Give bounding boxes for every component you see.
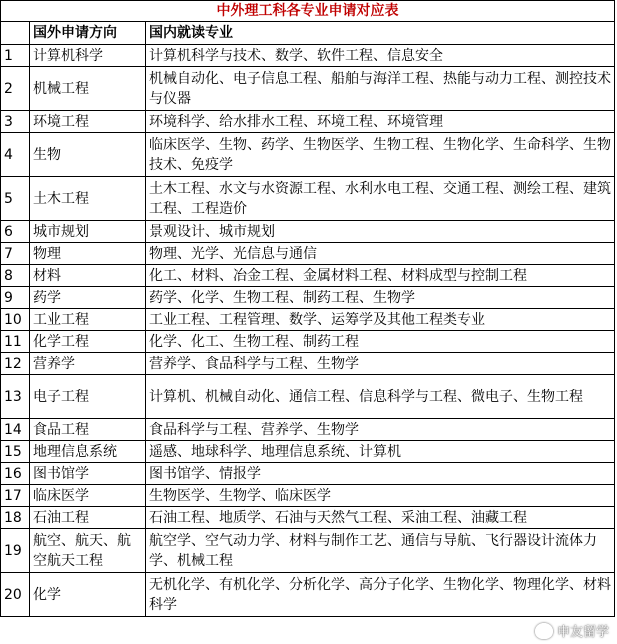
cell-num: 13 [1, 375, 30, 419]
title-row [1, 1, 615, 22]
cell-domestic: 物理、光学、光信息与通信 [146, 243, 615, 265]
cell-num: 16 [1, 463, 30, 485]
cell-direction: 石油工程 [30, 507, 146, 529]
cell-num: 15 [1, 441, 30, 463]
watermark [535, 621, 609, 640]
table-row [1, 419, 615, 441]
cell-direction: 城市规划 [30, 221, 146, 243]
weibo-logo-icon [535, 623, 553, 639]
table-row [1, 309, 615, 331]
cell-num: 19 [1, 529, 30, 573]
cell-direction: 材料 [30, 265, 146, 287]
cell-domestic: 机械自动化、电子信息工程、船舶与海洋工程、热能与动力工程、测控技术与仪器 [146, 67, 615, 111]
cell-direction: 临床医学 [30, 485, 146, 507]
cell-direction: 工业工程 [30, 309, 146, 331]
cell-num: 10 [1, 309, 30, 331]
table-row [1, 375, 615, 419]
cell-domestic: 营养学、食品科学与工程、生物学 [146, 353, 615, 375]
cell-direction: 电子工程 [30, 375, 146, 419]
cell-num: 14 [1, 419, 30, 441]
table-row [1, 573, 615, 617]
table-row [1, 265, 615, 287]
cell-domestic: 工业工程、工程管理、数学、运筹学及其他工程类专业 [146, 309, 615, 331]
cell-domestic: 环境科学、给水排水工程、环境工程、环境管理 [146, 111, 615, 133]
cell-num: 18 [1, 507, 30, 529]
cell-num: 11 [1, 331, 30, 353]
cell-num: 3 [1, 111, 30, 133]
header-direction: 国外申请方向 [30, 22, 146, 45]
cell-domestic: 石油工程、地质学、石油与天然气工程、采油工程、油藏工程 [146, 507, 615, 529]
cell-num: 4 [1, 133, 30, 177]
table-row [1, 331, 615, 353]
cell-domestic: 药学、化学、生物工程、制药工程、生物学 [146, 287, 615, 309]
cell-num: 1 [1, 45, 30, 67]
cell-num: 8 [1, 265, 30, 287]
cell-direction: 食品工程 [30, 419, 146, 441]
cell-num: 12 [1, 353, 30, 375]
table-row [1, 111, 615, 133]
cell-num: 20 [1, 573, 30, 617]
cell-direction: 生物 [30, 133, 146, 177]
cell-domestic: 计算机科学与技术、数学、软件工程、信息安全 [146, 45, 615, 67]
cell-num: 17 [1, 485, 30, 507]
cell-direction: 环境工程 [30, 111, 146, 133]
table-row [1, 463, 615, 485]
table-row [1, 353, 615, 375]
cell-domestic: 无机化学、有机化学、分析化学、高分子化学、生物化学、物理化学、材料科学 [146, 573, 615, 617]
header-row [1, 22, 615, 45]
table-title: 中外理工科各专业申请对应表 [1, 1, 615, 22]
cell-direction: 化学 [30, 573, 146, 617]
cell-direction: 计算机科学 [30, 45, 146, 67]
table-row [1, 133, 615, 177]
cell-domestic: 临床医学、生物、药学、生物医学、生物工程、生物化学、生命科学、生物技术、免疫学 [146, 133, 615, 177]
table-row [1, 243, 615, 265]
table-row [1, 221, 615, 243]
header-num [1, 22, 30, 45]
watermark-text: 申友留学 [556, 625, 609, 640]
table-row [1, 177, 615, 221]
cell-direction: 图书馆学 [30, 463, 146, 485]
cell-num: 5 [1, 177, 30, 221]
cell-domestic: 景观设计、城市规划 [146, 221, 615, 243]
table-row [1, 45, 615, 67]
cell-direction: 药学 [30, 287, 146, 309]
cell-direction: 机械工程 [30, 67, 146, 111]
cell-domestic: 图书馆学、情报学 [146, 463, 615, 485]
cell-direction: 物理 [30, 243, 146, 265]
cell-num: 2 [1, 67, 30, 111]
cell-domestic: 化学、化工、生物工程、制药工程 [146, 331, 615, 353]
cell-domestic: 遥感、地球科学、地理信息系统、计算机 [146, 441, 615, 463]
header-domestic: 国内就读专业 [146, 22, 615, 45]
cell-direction: 航空、航天、航空航天工程 [30, 529, 146, 573]
cell-domestic: 化工、材料、冶金工程、金属材料工程、材料成型与控制工程 [146, 265, 615, 287]
table-row [1, 67, 615, 111]
table-row [1, 485, 615, 507]
table-row [1, 441, 615, 463]
cell-num: 7 [1, 243, 30, 265]
cell-domestic: 航空学、空气动力学、材料与制作工艺、通信与导航、飞行器设计流体力学、机械工程 [146, 529, 615, 573]
cell-domestic: 生物医学、生物学、临床医学 [146, 485, 615, 507]
table-row [1, 287, 615, 309]
cell-domestic: 计算机、机械自动化、通信工程、信息科学与工程、微电子、生物工程 [146, 375, 615, 419]
cell-num: 9 [1, 287, 30, 309]
cell-domestic: 土木工程、水文与水资源工程、水利水电工程、交通工程、测绘工程、建筑工程、工程造价 [146, 177, 615, 221]
cell-direction: 营养学 [30, 353, 146, 375]
cell-domestic: 食品科学与工程、营养学、生物学 [146, 419, 615, 441]
cell-direction: 地理信息系统 [30, 441, 146, 463]
cell-direction: 土木工程 [30, 177, 146, 221]
table-row [1, 507, 615, 529]
cell-num: 6 [1, 221, 30, 243]
table-row [1, 529, 615, 573]
cell-direction: 化学工程 [30, 331, 146, 353]
